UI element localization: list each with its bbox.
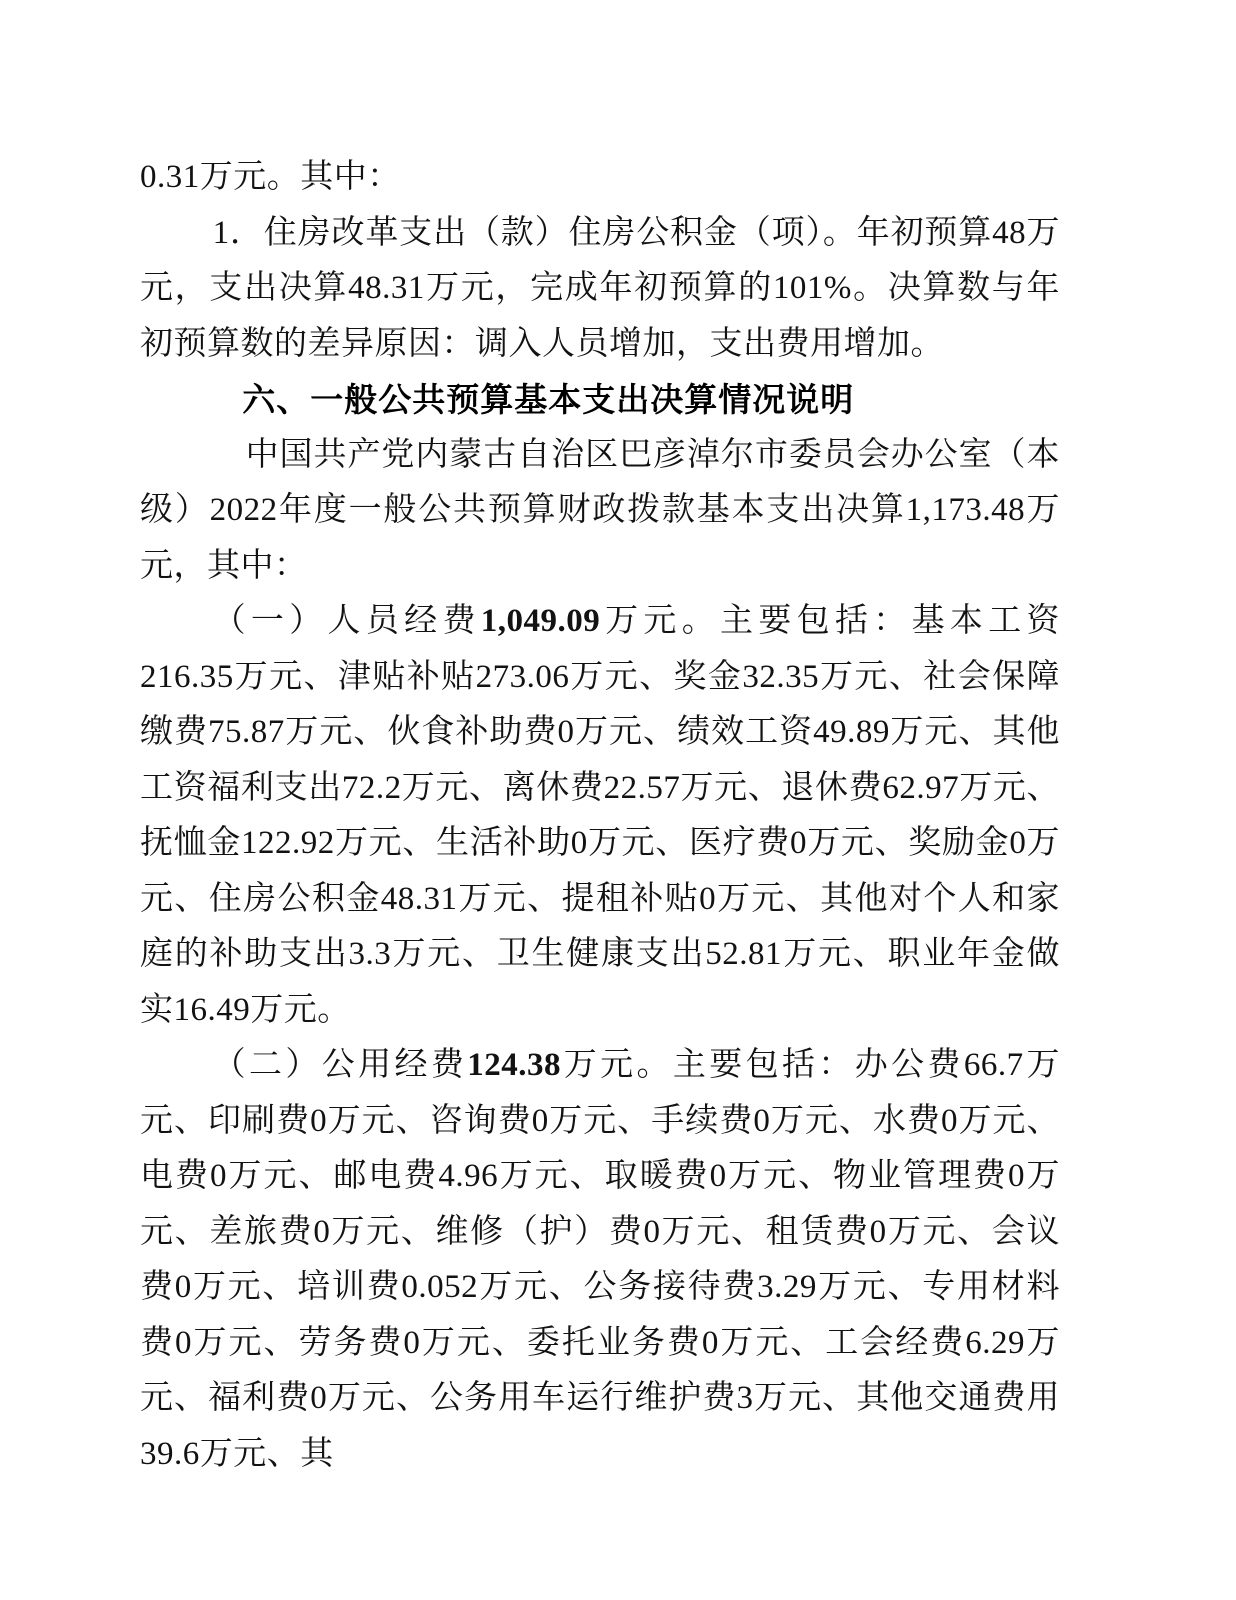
paragraph-housing-reform-item: 1．住房改革支出（款）住房公积金（项）。年初预算48万元，支出决算48.31万元，完成年初预算的101%。决算数与年初预算数的差异原因：调入人员增加，支出费用增加。 <box>140 214 1060 362</box>
paragraph-carryover: 0.31万元。其中： <box>140 159 401 195</box>
public-funds-label: （二）公用经费 <box>212 1047 468 1083</box>
personnel-expenses-amount: 1,049.09 <box>480 603 601 639</box>
paragraph-public-funds <box>140 1038 1060 1482</box>
document-text-block <box>140 150 1060 1482</box>
personnel-expenses-label: （一）人员经费 <box>212 603 481 639</box>
public-funds-detail: 万元。主要包括：办公费66.7万元、印刷费0万元、咨询费0万元、手续费0万元、水费0万元、电费0万元、邮电费4.96万元、取暖费0万元、物业管理费0万元、差旅费0万元、维修（护）费0万元、租赁费0万元、会议费0万元、培训费0.052万元、公务接待费3.29万元、专用材料费0万元、劳务费0万元、委托业务费0万元、工会经费6.29万元、福利费0万元、公务用车运行维护费3万元、其他交通费用39.6万元、其 <box>140 1047 1061 1472</box>
personnel-expenses-detail: 万元。主要包括：基本工资216.35万元、津贴补贴273.06万元、奖金32.35万元、社会保障缴费75.87万元、伙食补助费0万元、绩效工资49.89万元、其他工资福利支出72.2万元、离休费22.57万元、退休费62.97万元、抚恤金122.92万元、生活补助0万元、医疗费0万元、奖励金0万元、住房公积金48.31万元、提租补贴0万元、其他对个人和家庭的补助支出3.3万元、卫生健康支出52.81万元、职业年金做实16.49万元。 <box>140 603 1061 1028</box>
public-funds-amount: 124.38 <box>467 1047 561 1083</box>
paragraph-basic-expenditure-total: 中国共产党内蒙古自治区巴彦淖尔市委员会办公室（本级）2022年度一般公共预算财政拨款基本支出决算1,173.48万元，其中： <box>140 436 1060 584</box>
section-heading-six: 六、一般公共预算基本支出决算情况说明 <box>242 381 855 418</box>
paragraph-personnel-expenses <box>140 594 1060 1038</box>
